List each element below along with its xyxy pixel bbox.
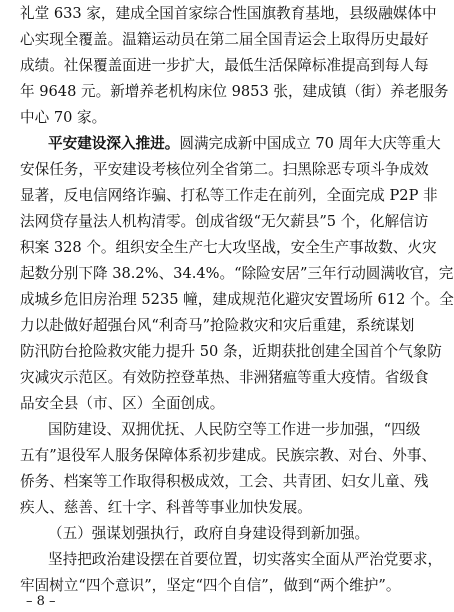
- text-line: 起数分别下降 38.2%、34.4%。“除险安居”三年行动圆满收官，完: [20, 265, 454, 282]
- text-line: 成城乡危旧房治理 5235 幢，建成规范化避灾安置场所 612 个。全: [20, 291, 454, 308]
- subsection-heading: （五）强谋划强执行，政府自身建设得到新加强。: [48, 525, 370, 542]
- text-line: 侨务、档案等工作取得积极成效，工会、共青团、妇女儿童、残: [20, 473, 429, 490]
- text-line: 牢固树立“四个意识”，坚定“四个自信”，做到“两个维护”。: [20, 577, 401, 594]
- text-line: 成绩。社保覆盖面进一步扩大，最低生活保障标准提高到每人每: [20, 57, 429, 74]
- text-line: 防汛防台抢险救灾能力提升 50 条，近期获批创建全国首个气象防: [20, 343, 442, 360]
- page-number: – 8 –: [26, 594, 56, 609]
- text-line: 积案 328 个。组织安全生产七大攻坚战，安全生产事故数、火灾: [20, 239, 437, 256]
- paragraph-first-line: [48, 134, 441, 154]
- text-line: 法网贷存量法人机构清零。创成省级“无欠薪县”5 个，化解信访: [20, 213, 429, 230]
- text-line: 年 9648 元。新增养老机构床位 9853 张，建成镇（街）养老服务: [20, 83, 449, 100]
- text-line: 礼堂 633 家，建成全国首家综合性国旗教育基地，县级融媒体中: [20, 5, 437, 22]
- section-heading-bold: 平安建设深入推进。: [48, 135, 180, 152]
- text-line: 疾人、慈善、红十字、科普等事业加快发展。: [20, 499, 312, 516]
- text-line: 中心 70 家。: [20, 109, 107, 126]
- text-line: 显著，反电信网络诈骗、打私等工作走在前列，全面完成 P2P 非: [20, 187, 438, 204]
- text-run: 圆满完成新中国成立 70 周年大庆等重大: [179, 135, 441, 152]
- text-line: 力以赴做好超强台风“利奇马”抢险救灾和灾后重建，系统谋划: [20, 317, 415, 334]
- text-line: 灾减灾示范区。有效防控登革热、非洲猪瘟等重大疫情。省级食: [20, 369, 429, 386]
- text-line: 心实现全覆盖。温籍运动员在第二届全国青运会上取得历史最好: [20, 31, 429, 48]
- text-line: 五有”退役军人服务保障体系初步建成。民族宗教、对台、外事、: [20, 447, 437, 464]
- text-line: 国防建设、双拥优抚、人民防空等工作进一步加强，“四级: [48, 421, 421, 438]
- text-line: 坚持把政治建设摆在首要位置，切实落实全面从严治党要求，: [48, 551, 443, 568]
- text-line: 品安全县（市、区）全面创成。: [20, 395, 225, 412]
- text-line: 安保任务，平安建设考核位列全省第二。扫黑除恶专项斗争成效: [20, 161, 429, 178]
